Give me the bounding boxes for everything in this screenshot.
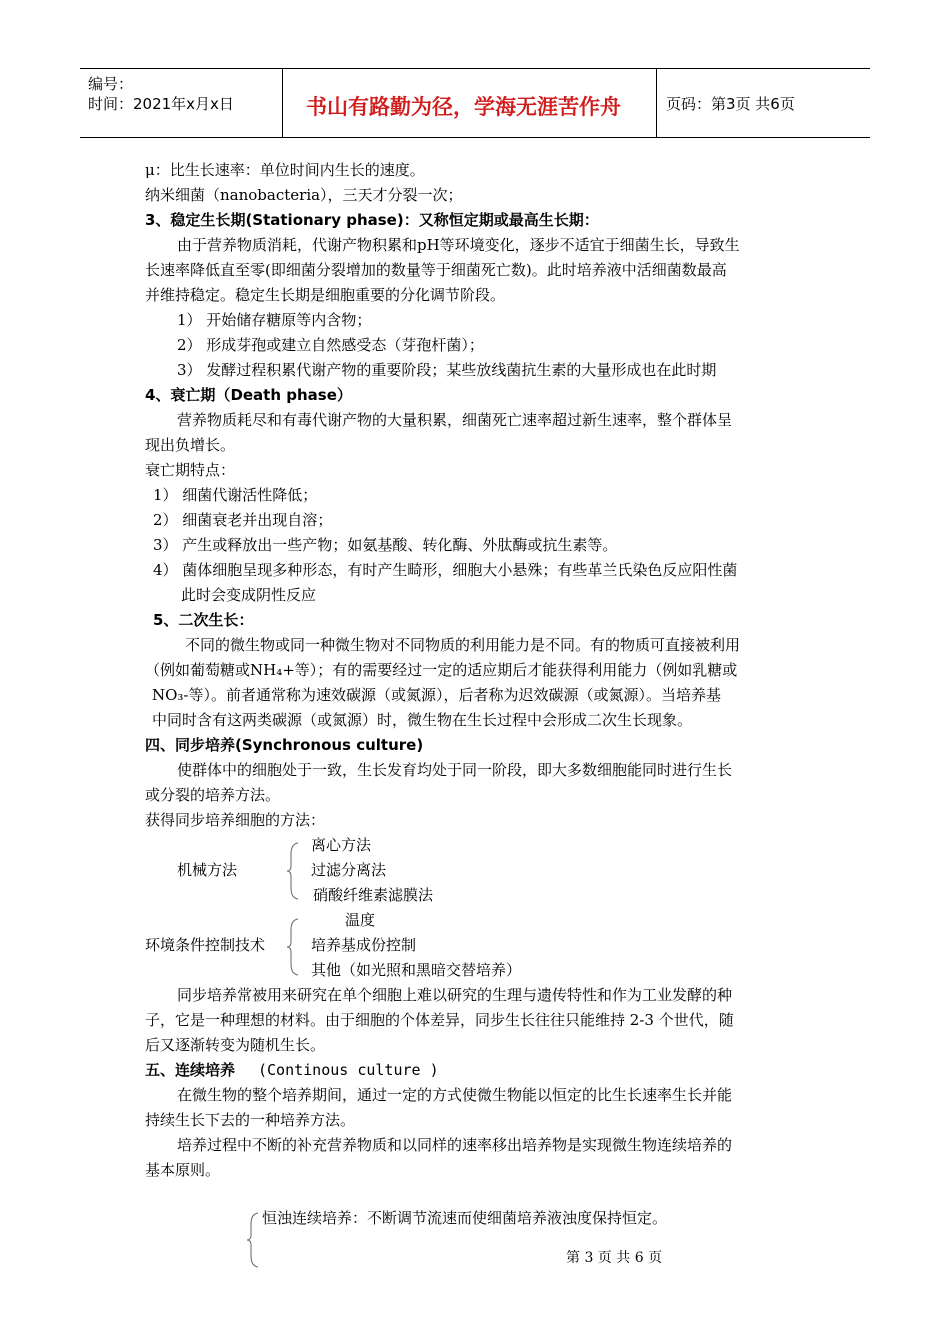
- text-line: 中同时含有这两类碳源（或氮源）时，微生物在生长过程中会形成二次生长现象。: [152, 711, 693, 729]
- text-line: 同步培养常被用来研究在单个细胞上难以研究的生理与遗传特性和作为工业发酵的种: [177, 986, 733, 1004]
- text-line: 后又逐渐转变为随机生长。: [145, 1036, 326, 1054]
- header-divider: [282, 69, 283, 137]
- text-line: μ：比生长速率：单位时间内生长的速度。: [145, 161, 425, 179]
- method-group-label: 机械方法: [177, 861, 238, 879]
- text-line: 长速率降低直至零(即细菌分裂增加的数量等于细菌死亡数)。此时培养液中活细菌数最高: [145, 261, 727, 279]
- header-divider: [656, 69, 657, 137]
- text-line: 纳米细菌（nanobacteria），三天才分裂一次；: [145, 186, 463, 204]
- page-header: [80, 68, 870, 138]
- method-item: 离心方法: [311, 836, 372, 854]
- text-line: 衰亡期特点：: [145, 461, 236, 479]
- text-line: 不同的微生物或同一种微生物对不同物质的利用能力是不同。有的物质可直接被利用: [185, 636, 741, 654]
- text-line: 培养过程中不断的补充营养物质和以同样的速率移出培养物是实现微生物连续培养的: [177, 1136, 733, 1154]
- section-heading-english: (Continous culture ): [258, 1061, 439, 1079]
- list-item: 4） 菌体细胞呈现多种形态，有时产生畸形，细胞大小悬殊；有些革兰氏染色反应阳性菌: [153, 561, 738, 579]
- text-line: 持续生长下去的一种培养方法。: [145, 1111, 356, 1129]
- text-line: 在微生物的整个培养期间，通过一定的方式使微生物能以恒定的比生长速率生长并能: [177, 1086, 733, 1104]
- section-heading: 5、二次生长：: [153, 611, 254, 629]
- section-heading: 3、稳定生长期(Stationary phase)：又称恒定期或最高生长期：: [145, 211, 599, 229]
- list-item: 1） 细菌代谢活性降低；: [153, 486, 318, 504]
- section-heading: 五、连续培养: [145, 1061, 236, 1079]
- page-footer: 第 3 页 共 6 页: [566, 1250, 663, 1266]
- text-line: 子，它是一种理想的材料。由于细胞的个体差异，同步生长往往只能维持 2-3 个世代，随: [145, 1011, 734, 1029]
- method-item: 其他（如光照和黑暗交替培养）: [311, 961, 522, 979]
- method-group-label: 环境条件控制技术: [145, 936, 266, 954]
- text-line: 使群体中的细胞处于一致，生长发育均处于同一阶段，即大多数细胞能同时进行生长: [177, 761, 733, 779]
- section-heading: 四、同步培养(Synchronous culture): [145, 736, 424, 754]
- text-line: 并维持稳定。稳定生长期是细胞重要的分化调节阶段。: [145, 286, 506, 304]
- method-item: 硝酸纤维素滤膜法: [313, 886, 434, 904]
- text-line: 现出负增长。: [145, 436, 236, 454]
- list-item: 3） 产生或释放出一些产物；如氨基酸、转化酶、外肽酶或抗生素等。: [153, 536, 618, 554]
- header-time: 时间：2021年x月x日: [88, 95, 234, 113]
- brace-icon: [286, 918, 300, 976]
- method-item: 过滤分离法: [311, 861, 387, 879]
- header-motto: 书山有路勤为径，学海无涯苦作舟: [306, 95, 621, 119]
- header-page: 页码：第3页 共6页: [666, 95, 795, 113]
- text-line: 基本原则。: [145, 1161, 221, 1179]
- text-line: 由于营养物质消耗，代谢产物积累和pH等环境变化，逐步不适宜于细菌生长，导致生: [177, 236, 740, 254]
- text-line: 或分裂的培养方法。: [145, 786, 281, 804]
- method-item: 温度: [345, 911, 376, 929]
- section-heading: 4、衰亡期（Death phase）: [145, 386, 352, 404]
- text-line: （例如葡萄糖或NH₄+等）；有的需要经过一定的适应期后才能获得利用能力（例如乳糖或: [145, 661, 738, 679]
- brace-icon: [246, 1212, 260, 1268]
- text-line: 营养物质耗尽和有毒代谢产物的大量积累，细菌死亡速率超过新生速率，整个群体呈: [177, 411, 733, 429]
- text-line: NO₃-等）。前者通常称为速效碳源（或氮源），后者称为迟效碳源（或氮源）。当培养基: [152, 686, 722, 704]
- method-item: 培养基成份控制: [311, 936, 417, 954]
- header-number: 编号：: [88, 75, 134, 93]
- list-item: 2） 形成芽孢或建立自然感受态（芽孢杆菌）；: [177, 336, 484, 354]
- list-item: 2） 细菌衰老并出现自溶；: [153, 511, 333, 529]
- text-line: 恒浊连续培养：不断调节流速而使细菌培养液浊度保持恒定。: [262, 1209, 668, 1227]
- list-item: 1） 开始储存糖原等内含物；: [177, 311, 372, 329]
- text-line: 获得同步培养细胞的方法：: [145, 811, 326, 829]
- list-item: 此时会变成阴性反应: [181, 586, 317, 604]
- list-item: 3） 发酵过程积累代谢产物的重要阶段；某些放线菌抗生素的大量形成也在此时期: [177, 361, 717, 379]
- brace-icon: [286, 842, 300, 900]
